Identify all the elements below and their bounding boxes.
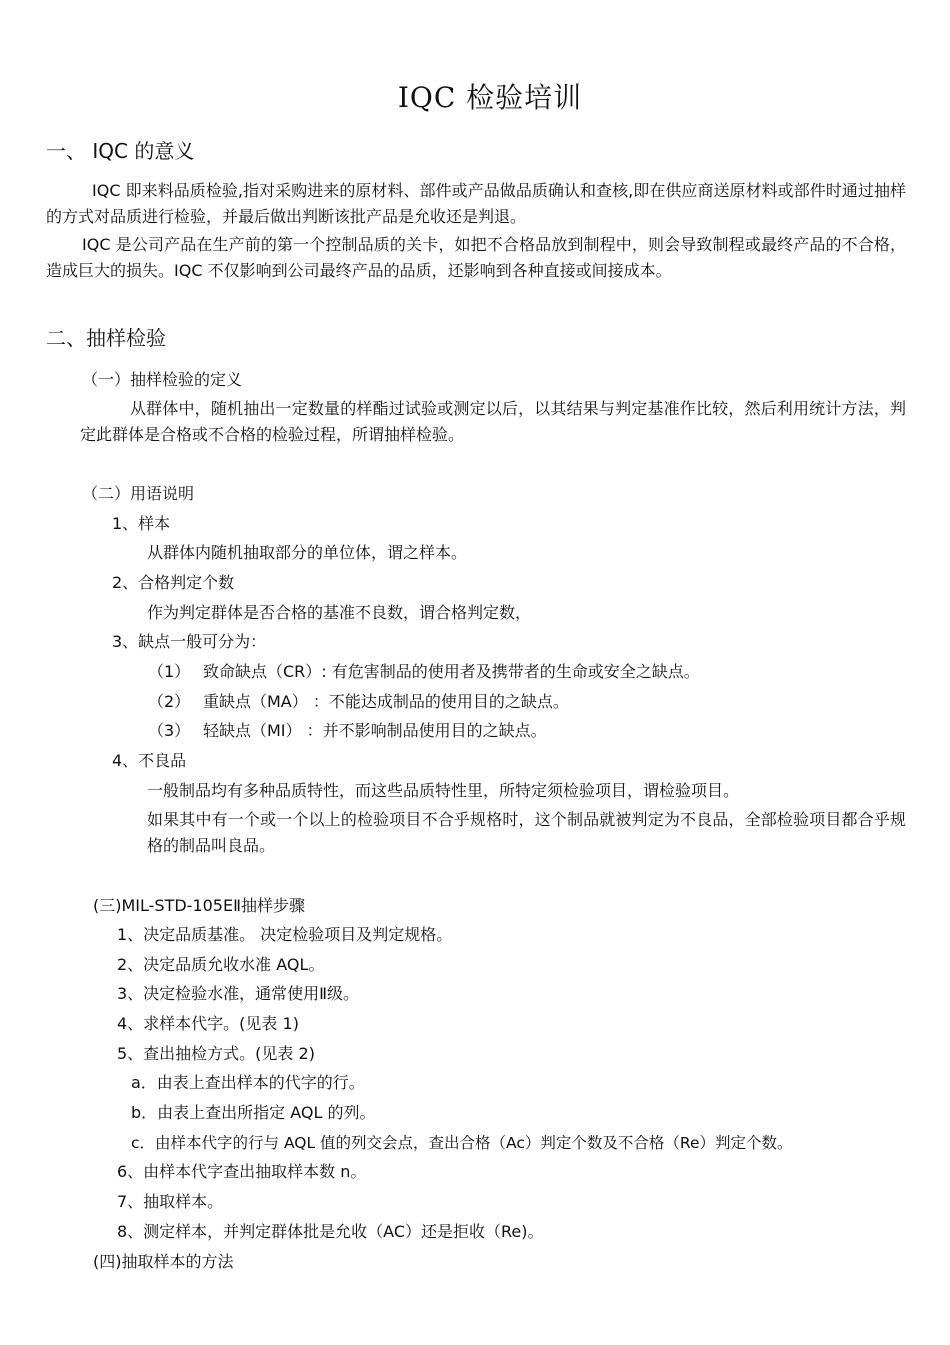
term-1-text: 从群体内随机抽取部分的单位体，谓之样本。 — [147, 543, 468, 562]
section1-paragraph-2: IQC 是公司产品在生产前的第一个控制品质的关卡，如把不合格品放到制程中，则会导致制程或最终产品的不合格，造成巨大的损失。IQC 不仅影响到公司最终产品的品质，还影响到各种直接或间接成本。 — [46, 235, 906, 280]
term-4-text-2: 如果其中有一个或一个以上的检验项目不合乎规格时，这个制品就被判定为不良品，全部检验项目都合乎规格的制品叫良品。 — [147, 810, 906, 855]
page-title: IQC 检验培训 — [397, 81, 583, 114]
section1-paragraph-1: IQC 即来料品质检验,指对采购进来的原材料、部件或产品做品质确认和查核,即在供应商送原材料或部件时通过抽样的方式对品质进行检验，并最后做出判断该批产品是允收还是判退。 — [46, 181, 906, 226]
step-5: 5、查出抽检方式。(见表 2) — [117, 1044, 315, 1063]
term-2-label: 2、合格判定个数 — [112, 573, 235, 592]
defect-2-text: 重缺点（MA） ：不能达成制品的使用目的之缺点。 — [203, 692, 569, 711]
step-5b: b．由表上查出所指定 AQL 的列。 — [131, 1103, 376, 1122]
defect-1-number: （1） — [148, 662, 191, 681]
term-2-text: 作为判定群体是否合格的基准不良数，谓合格判定数， — [147, 603, 532, 622]
defect-3-text: 轻缺点（MI） ：并不影响制品使用目的之缺点。 — [203, 721, 547, 740]
section2-heading: 二、抽样检验 — [46, 326, 166, 350]
term-4-label: 4、不良品 — [112, 751, 187, 770]
step-5c: c．由样本代字的行与 AQL 值的列交会点，查出合格（Ac）判定个数及不合格（Re）判定个数。 — [131, 1134, 793, 1152]
step-5a: a．由表上查出样本的代字的行。 — [131, 1073, 365, 1092]
step-6: 6、由样本代字查出抽取样本数 n。 — [117, 1162, 367, 1181]
step-2: 2、决定品质允收水准 AQL。 — [117, 955, 325, 974]
sub1-text: 从群体中，随机抽出一定数量的样酯过试验或测定以后，以其结果与判定基准作比较，然后利用统计方法，判定此群体是合格或不合格的检验过程，所谓抽样检验。 — [80, 399, 906, 444]
term-1-label: 1、样本 — [112, 514, 171, 533]
step-7: 7、抽取样本。 — [117, 1192, 224, 1211]
step-1: 1、决定品质基准。 决定检验项目及判定规格。 — [117, 925, 453, 944]
defect-2-number: （2） — [148, 692, 191, 711]
sub2-heading: （二）用语说明 — [82, 484, 195, 503]
defect-3-number: （3） — [148, 721, 191, 740]
step-8: 8、测定样本，并判定群体批是允收（AC）还是拒收（Re)。 — [117, 1222, 544, 1241]
term-3-label: 3、缺点一般可分为： — [112, 632, 267, 651]
step-3: 3、决定检验水准，通常使用Ⅱ级。 — [117, 984, 360, 1003]
sub1-heading: （一）抽样检验的定义 — [82, 370, 243, 389]
step-4: 4、求样本代字。(见表 1) — [117, 1014, 299, 1033]
section1-heading: 一、 IQC 的意义 — [46, 139, 195, 163]
sub3-heading: (三)MIL-STD-105EⅡ抽样步骤 — [93, 896, 305, 915]
sub4-heading: (四)抽取样本的方法 — [93, 1252, 234, 1271]
defect-1-text: 致命缺点（CR）: 有危害制品的使用者及携带者的生命或安全之缺点。 — [203, 662, 700, 681]
term-4-text-1: 一般制品均有多种品质特性，而这些品质特性里，所特定须检验项目，谓检验项目。 — [147, 781, 740, 800]
